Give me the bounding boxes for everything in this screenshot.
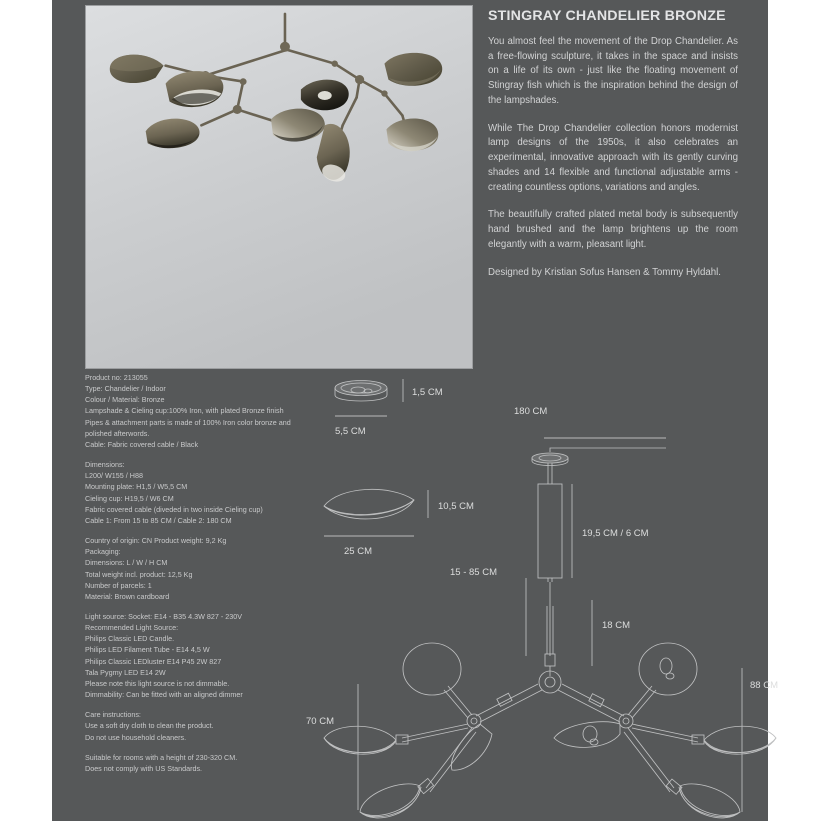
height-label: 88 CM: [750, 680, 778, 691]
spec-line: Lampshade & Cieling cup:100% Iron, with plated Bronze finish: [85, 406, 284, 416]
spec-group-light-source: [85, 611, 299, 700]
designer-credit: Designed by Kristian Sofus Hansen & Tommy Hyldahl.: [488, 266, 721, 278]
spec-line: Product no: 213055: [85, 373, 148, 382]
shade-width-label: 25 CM: [344, 546, 372, 557]
spec-line: Does not comply with US Standards.: [85, 763, 203, 773]
product-photo: [85, 5, 473, 369]
cup-size-label: 19,5 CM / 6 CM: [582, 528, 649, 539]
drop-range-label: 15 - 85 CM: [450, 567, 497, 578]
spec-group-suitability: [85, 752, 299, 774]
spec-line: Country of origin: CN Product weight: 9,2 Kg: [85, 536, 227, 546]
spec-line: Fabric covered cable (diveded in two inside Cieling cup): [85, 504, 263, 514]
description-paragraph-3: The beautifully crafted plated metal body is subsequently hand brushed and the lamp brightens up the room elegantly with a warm, pleasant light.: [488, 209, 738, 250]
spec-line: Light source: Socket: E14 - B35 4.3W 827 - 230V: [85, 611, 243, 621]
spec-line: Recommended Light Source:: [85, 623, 179, 633]
spec-line: Philips Classic LED Candle.: [85, 634, 175, 644]
depth-label: 70 CM: [306, 716, 334, 727]
specifications: [85, 372, 299, 783]
spec-line: Material: Brown cardboard: [85, 591, 170, 601]
shade-height-label: 10,5 CM: [438, 501, 474, 512]
spec-group-care: [85, 709, 299, 742]
plate-width-label: 5,5 CM: [335, 426, 366, 437]
spec-line: Pipes & attachment parts is made of 100% Iron color bronze and polished afterwords.: [85, 417, 291, 438]
spec-line: Packaging:: [85, 547, 121, 557]
spec-line: Dimensions: L / W / H CM: [85, 558, 168, 568]
chandelier-photo-illustration: [86, 6, 472, 368]
spec-line: Please note this light source is not dimmable.: [85, 678, 230, 688]
spec-line: Cieling cup: H19,5 / W6 CM: [85, 493, 174, 503]
spec-line: Care instructions:: [85, 710, 141, 720]
product-description: [488, 8, 738, 293]
stem-label: 18 CM: [602, 620, 630, 631]
technical-drawings: [302, 366, 778, 818]
spec-line: Dimmability: Can be fitted with an aligned dimmer: [85, 690, 243, 700]
cable-length-label: 180 CM: [514, 406, 548, 417]
description-paragraph-2: While The Drop Chandelier collection honors modernist lamp designs of the 1950s, it also celebrates an experimental, innovative approach with its gently curving shades and 14 flexible and functional adjustable arms - creating countless options, variations and angles.: [488, 122, 738, 193]
spec-line: Mounting plate: H1,5 / W5,5 CM: [85, 482, 188, 492]
spec-line: Tala Pygmy LED E14 2W: [85, 667, 166, 677]
spec-line: Philips LED Filament Tube - E14 4,5 W: [85, 645, 210, 655]
spec-line: Total weight incl. product: 12,5 Kg: [85, 569, 193, 579]
spec-line: Philips Classic LEDluster E14 P45 2W 827: [85, 656, 222, 666]
spec-line: Do not use household cleaners.: [85, 732, 187, 742]
mounting-plate-drawing: [335, 379, 403, 416]
spec-line: Use a soft dry cloth to clean the product.: [85, 721, 214, 731]
spec-group-identity: [85, 372, 299, 450]
spec-line: Colour / Material: Bronze: [85, 395, 165, 405]
spec-line: Cable 1: From 15 to 85 CM / Cable 2: 180 CM: [85, 515, 232, 525]
spec-group-dimensions: [85, 459, 299, 526]
spec-line: L200/ W155 / H88: [85, 471, 143, 481]
spec-line: Dimensions:: [85, 460, 125, 470]
spec-line: Suitable for rooms with a height of 230-320 CM.: [85, 752, 238, 762]
page-title: STINGRAY CHANDELIER BRONZE: [488, 8, 726, 24]
spec-line: Type: Chandelier / Indoor: [85, 384, 166, 394]
spec-line: Number of parcels: 1: [85, 580, 152, 590]
spec-group-packaging: [85, 535, 299, 602]
product-datasheet: [52, 0, 778, 821]
lampshade-drawing: [324, 489, 428, 536]
description-paragraph-1: You almost feel the movement of the Drop Chandelier. As a free-flowing sculpture, it takes in the space and insists on a life of its own - just like the floating movement of Stingray fish which is the inspiration behind the design of the lampshades.: [488, 36, 738, 106]
plate-height-label: 1,5 CM: [412, 387, 443, 398]
spec-line: Cable: Fabric covered cable / Black: [85, 439, 199, 449]
